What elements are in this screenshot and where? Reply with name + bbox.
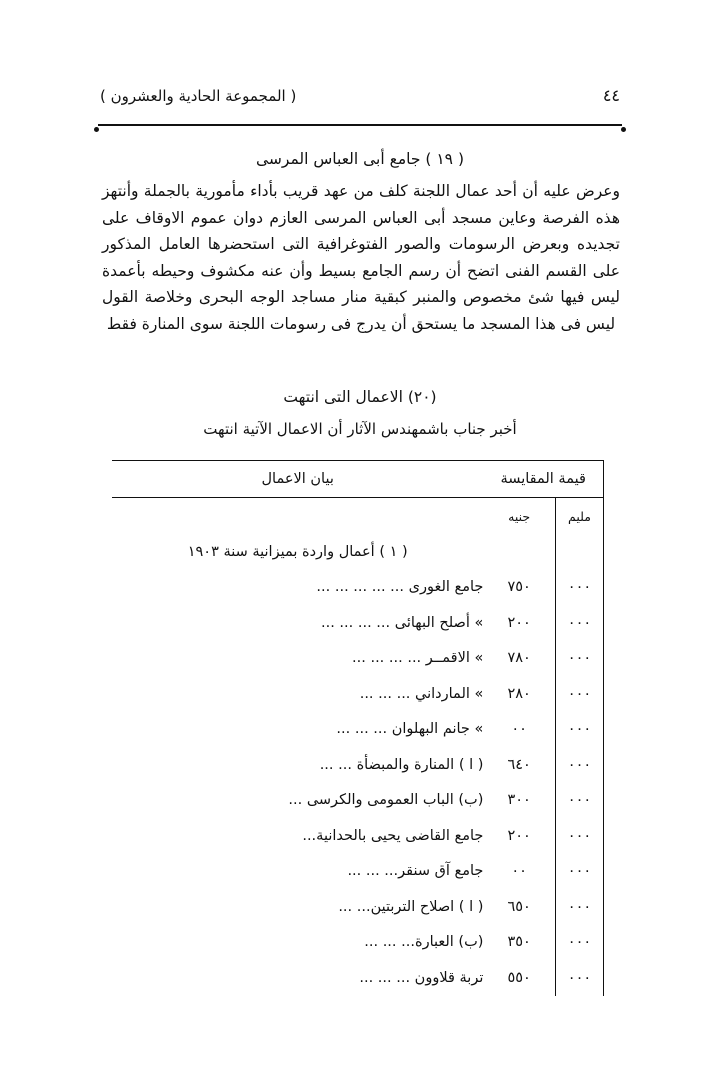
column-header-description-spacer	[112, 498, 483, 535]
column-header-description: بيان الاعمال	[261, 471, 334, 487]
section-heading-19: ( ١٩ ) جامع أبى العباس المرسى	[256, 150, 464, 168]
column-header-milliemes: مليم	[555, 498, 603, 535]
cell-description: جامع القاضى يحيى بالحدانية...	[302, 827, 484, 844]
table-body	[112, 534, 604, 996]
cell-milliemes: ٠٠٠	[555, 818, 603, 854]
cell-pound: ٢٠٠	[483, 605, 555, 641]
cell-pound: ٢٠٠	[483, 818, 555, 854]
page-header	[100, 86, 620, 105]
cell-pound: ٧٨٠	[483, 641, 555, 677]
cell-milliemes: ٠٠٠	[555, 783, 603, 819]
cell-description: ( ا ) اصلاح التربتين... ...	[338, 898, 484, 915]
table-row	[112, 676, 604, 712]
cell-pound: ٧٥٠	[483, 570, 555, 606]
cell-pound: ٣٥٠	[483, 925, 555, 961]
cell-milliemes: ٠٠٠	[555, 925, 603, 961]
cell-description: » جانم البهلوان ... ... ...	[336, 721, 484, 738]
cell-milliemes: ٠٠٠	[555, 676, 603, 712]
column-header-pound: جنيه	[483, 498, 555, 535]
table-row	[112, 925, 604, 961]
table-header	[112, 461, 604, 535]
cell-description: جامع الغورى ... ... ... ... ...	[316, 579, 484, 596]
cell-description: ( ١ ) أعمال واردة بميزانية سنة ١٩٠٣	[187, 543, 408, 560]
cell-description: جامع آق سنقر... ... ...	[347, 863, 484, 880]
cell-description: ( ا ) المنارة والمبضأة ... ...	[319, 756, 484, 773]
section-20-subheading: أخبر جناب باشمهندس الآثار أن الاعمال الآتية انتهت	[203, 420, 517, 438]
cell-pound	[483, 534, 555, 570]
table-row	[112, 818, 604, 854]
table-row	[112, 889, 604, 925]
table-row	[112, 570, 604, 606]
table-row	[112, 641, 604, 677]
table-header-row	[112, 461, 604, 498]
cell-description: » المارداني ... ... ...	[359, 685, 484, 702]
cell-milliemes: ٠٠٠	[555, 747, 603, 783]
table-row	[112, 960, 604, 996]
works-table-wrapper	[112, 460, 604, 996]
cell-milliemes: ٠٠٠	[555, 641, 603, 677]
section-19-paragraph	[102, 178, 620, 337]
table-row	[112, 854, 604, 890]
cell-description: » الاقمــر ... ... ... ...	[352, 650, 484, 667]
cell-description: (ب) العبارة... ... ...	[364, 934, 484, 951]
cell-milliemes: ٠٠٠	[555, 854, 603, 890]
cell-milliemes: ٠٠٠	[555, 605, 603, 641]
cell-pound: ٥٥٠	[483, 960, 555, 996]
section-heading-20: (٢٠) الاعمال التى انتهت	[283, 388, 437, 406]
cell-pound: ٢٨٠	[483, 676, 555, 712]
table-row	[112, 783, 604, 819]
table-row	[112, 747, 604, 783]
cell-description: » أصلح البهائى ... ... ... ...	[320, 614, 484, 631]
cell-pound: ٣٠٠	[483, 783, 555, 819]
cell-description: تربة قلاوون ... ... ...	[359, 969, 484, 986]
cell-description: (ب) الباب العمومى والكرسى ...	[288, 792, 484, 809]
running-head-title: ( المجموعة الحادية والعشرون )	[100, 87, 297, 105]
cell-milliemes: ٠٠٠	[555, 889, 603, 925]
paragraph-text: وعرض عليه أن أحد عمال اللجنة كلف من عهد قريب بأداء مأمورية بالجملة وأنتهز هذه الفرصة وعاين مسجد أبى العباس المرسى العازم دوان عموم الاوقاف على تجديده وبعرض الرسومات والصور الفتوغرافية التى استحضرها العامل المذكور على القسم الفنى اتضح أن رسم الجامع بسيط وأن عنه مكشوف وحيطه بأعمدة ليس فيها شئ مخصوص والمنبر كبقية منار مساجد الوجه البحرى وخلاصة القول ليس فى هذا المسجد ما يستحق أن يدرج فى رسومات اللجنة سوى المنارة فقط	[102, 182, 620, 333]
table-subheader-row	[112, 498, 604, 535]
cell-milliemes: ٠٠٠	[555, 712, 603, 748]
page-number: ٤٤	[602, 86, 620, 105]
table-row	[112, 534, 604, 570]
header-divider	[98, 124, 622, 126]
cell-milliemes: ٠٠٠	[555, 960, 603, 996]
column-header-value: قيمة المقايسة	[483, 461, 603, 498]
cell-pound: ٠٠	[483, 712, 555, 748]
works-table	[112, 460, 604, 996]
cell-pound: ٠٠	[483, 854, 555, 890]
table-row	[112, 712, 604, 748]
cell-pound: ٦٥٠	[483, 889, 555, 925]
cell-milliemes	[555, 534, 603, 570]
cell-milliemes: ٠٠٠	[555, 570, 603, 606]
table-row	[112, 605, 604, 641]
cell-pound: ٦٤٠	[483, 747, 555, 783]
